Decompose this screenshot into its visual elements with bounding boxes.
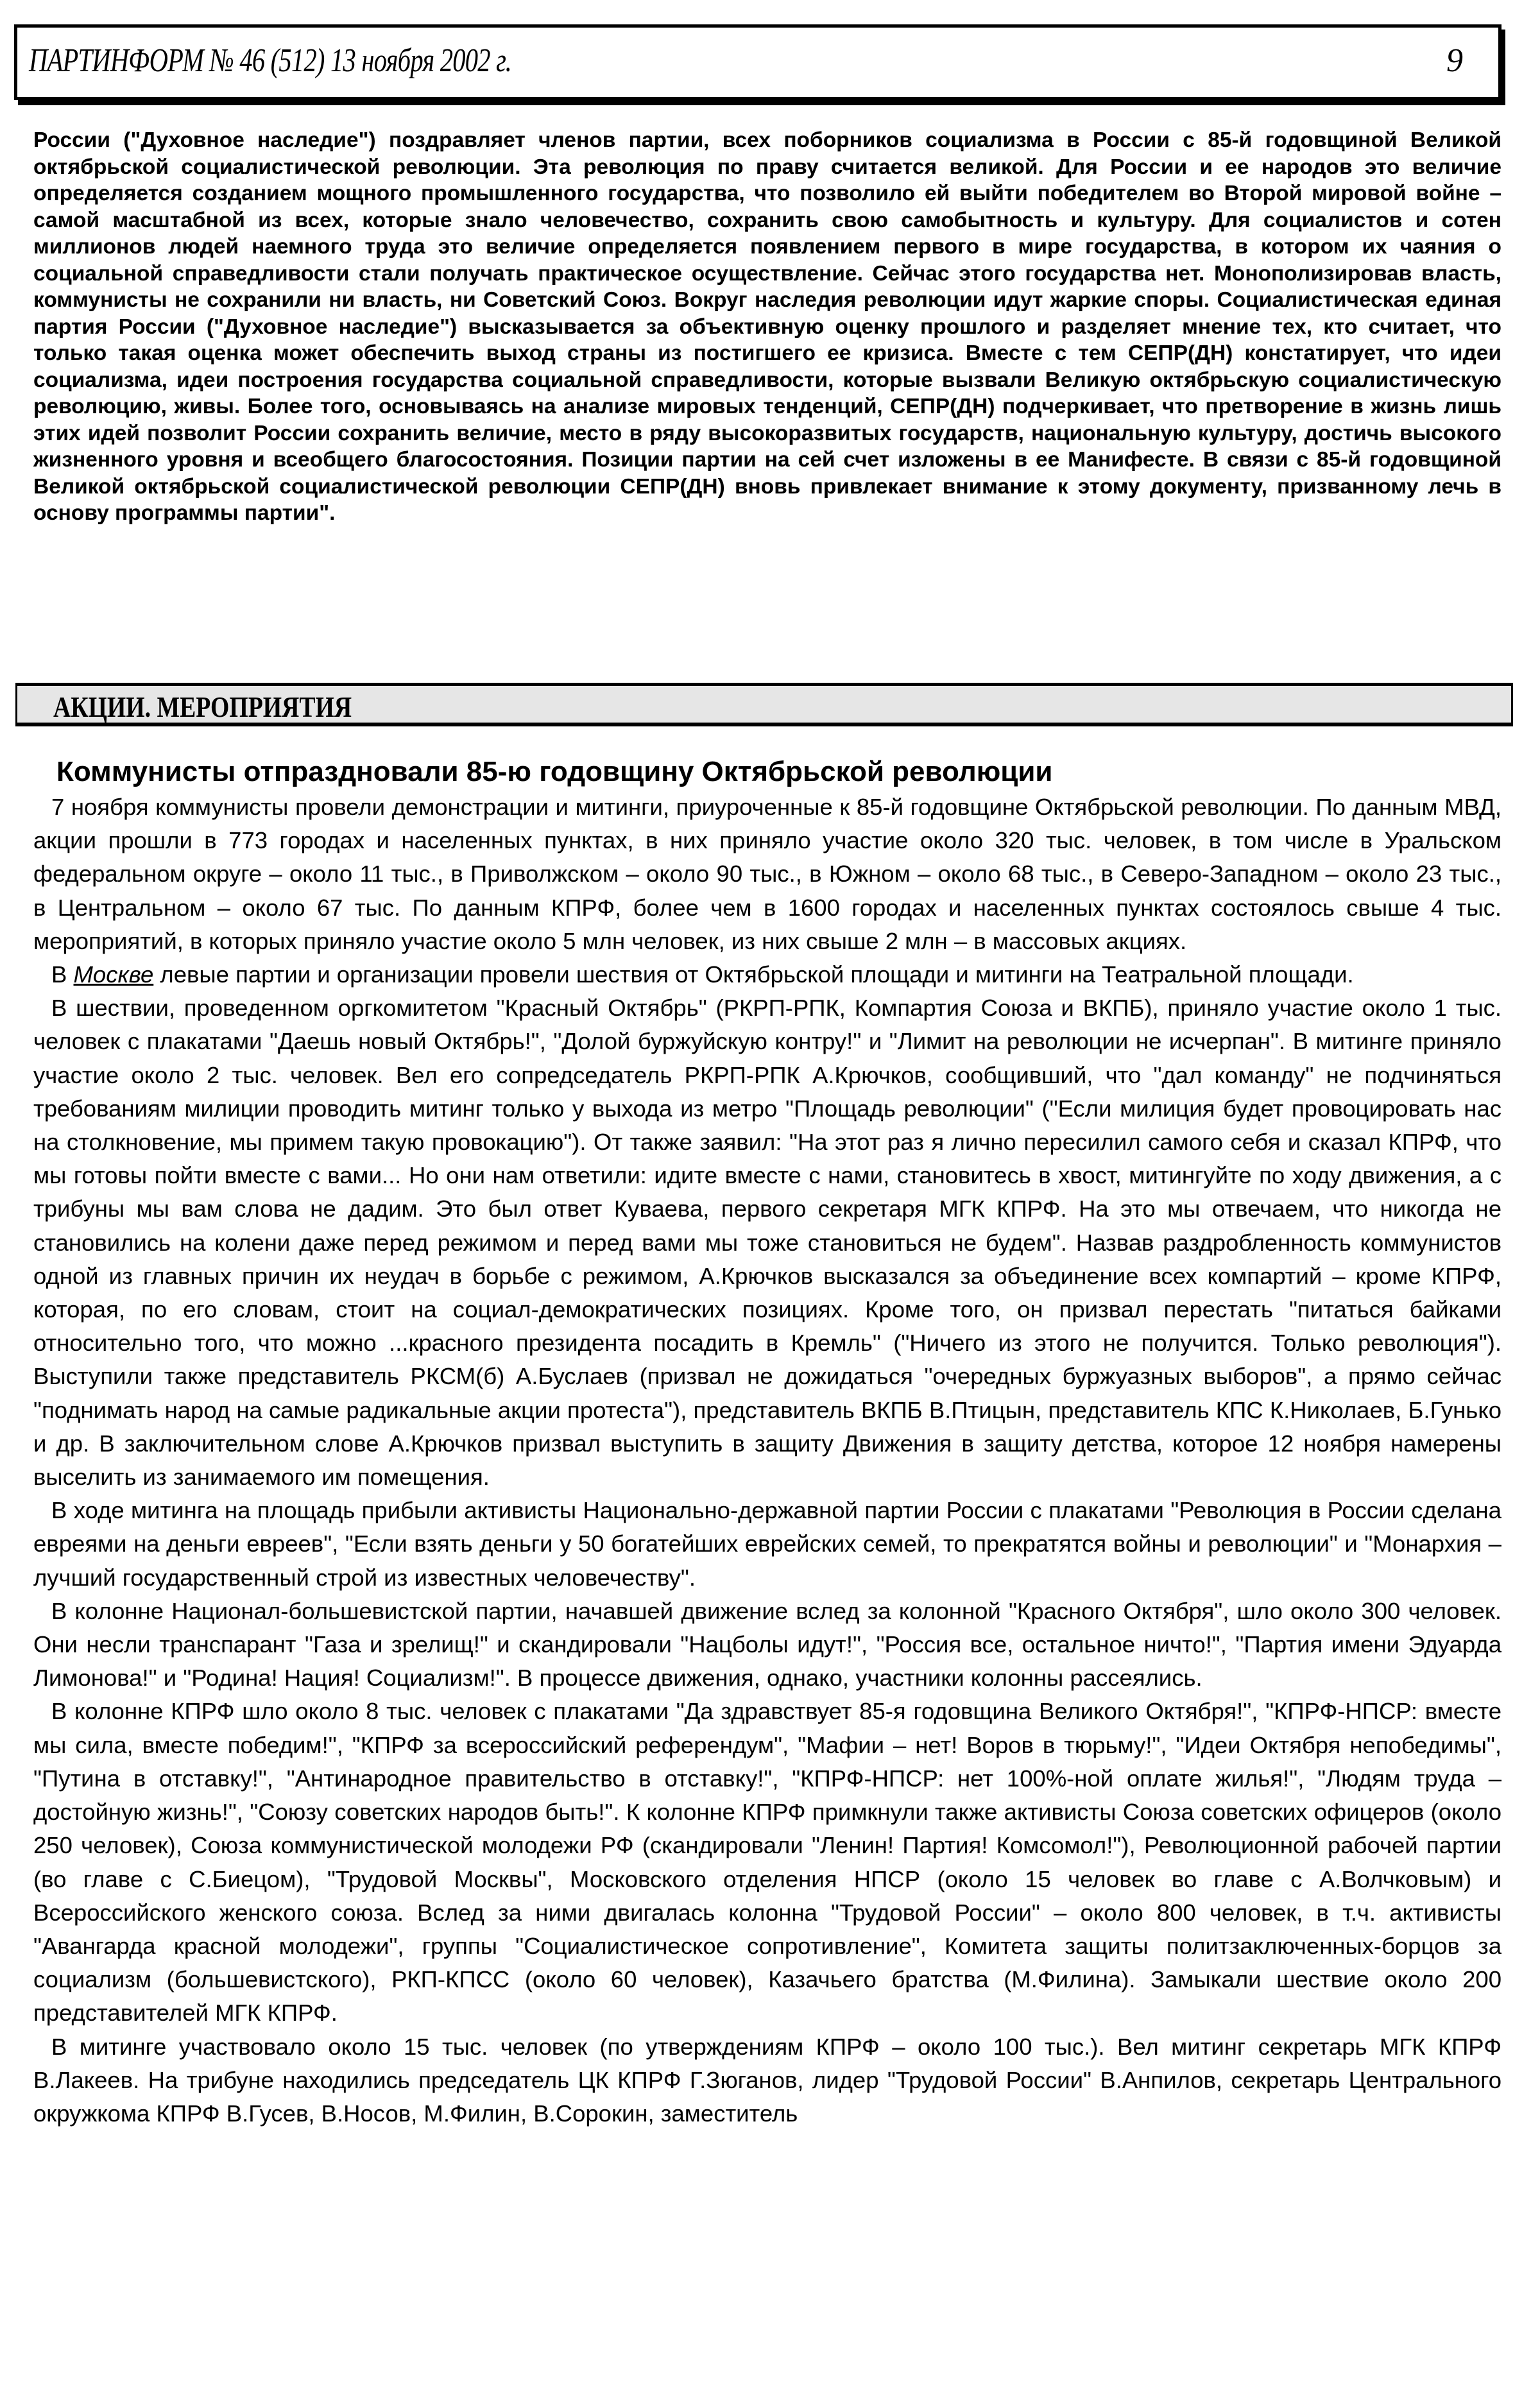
article-paragraph: В митинге участвовало около 15 тыс. человек (по утверждениям КПРФ – около 100 тыс.). Вел митинг секретарь МГК КПРФ В.Лакеев. На трибуне находились председатель ЦК КПРФ Г.Зюганов, лидер "Трудовой России" В.Анпилов, секретарь Центрального окружкома КПРФ В.Гусев, В.Носов, М.Филин, В.Сорокин, заместитель (33, 2033, 1502, 2127)
page-header (14, 24, 1502, 100)
article-paragraph: В шествии, проведенном оргкомитетом "Красный Октябрь" (РКРП-РПК, Компартия Союза и ВКПБ), приняло участие около 1 тыс. человек с плакатами "Даешь новый Октябрь!", "Долой буржуйскую контру!" и "Лимит на революции не исчерпан". В митинге приняло участие около 2 тыс. человек. Вел его сопредседатель РКРП-РПК А.Крючков, сообщивший, что "дал команду" не подчиняться требованиям милиции проводить митинг только у выхода из метро "Площадь революции" ("Если милиция будет провоцировать нас на столкновение, мы примем такую провокацию"). От также заявил: "На этот раз я лично пересилил самого себя и сказал КПРФ, что мы готовы пойти вместе с вами... Но они нам ответили: идите вместе с нами, становитесь в хвост, митингуйте по ходу движения, а с трибуны мы вам слова не дадим. Это был ответ Куваева, первого секретаря МГК КПРФ. На это мы отвечаем, что никогда не становились на колени даже перед режимом и перед вами мы тоже становиться не будем". Назвав раздробленность коммунистов одной из главных причин их неудач в борьбе с режимом, А.Крючков высказался за объединение всех компартий – кроме КПРФ, которая, по его словам, стоит на социал-демократических позициях. Кроме того, он призвал перестать "питаться байками относительно того, что можно ...красного президента посадить в Кремль" ("Ничего из этого не получится. Только революция"). Выступили также представитель РКСМ(б) А.Буслаев (призвал не дожидаться "очередных буржуазных выборов", а прямо сейчас "поднимать народ на самые радикальные акции протеста"), представитель ВКПБ В.Птицын, представитель КПС К.Николаев, Б.Гунько и др. В заключительном слове А.Крючков призвал выступить в защиту Движения в защиту детства, которое 12 ноября намерены выселить из занимаемого им помещения. (33, 995, 1502, 1491)
article-body (33, 791, 1502, 2130)
article-paragraph: В колонне Национал-большевистской партии, начавшей движение вслед за колонной "Красного Октября", шло около 300 человек. Они несли транспарант "Газа и зрелищ!" и скандировали "Нацболы идут!", "Россия все, остальное ничто!", "Партия имени Эдуарда Лимонова!" и "Родина! Нация! Социализм!". В процессе движения, однако, участники колонны рассеялись. (33, 1597, 1502, 1692)
moscow-link[interactable]: Москве (73, 961, 154, 988)
section-header-bar (15, 683, 1513, 726)
lead-paragraph-block (33, 127, 1502, 527)
article-title: Коммунисты отпраздновали 85-ю годовщину Октябрьской революции (56, 756, 1053, 787)
article-paragraph-moscow (33, 958, 1502, 991)
lead-paragraph: России ("Духовное наследие") поздравляет членов партии, всех поборников социализма в России с 85-й годовщиной Великой октябрьской социалистической революции. Эта революция по праву считается великой. Для России и ее народов это величие определяется созданием мощного промышленного государства, что позволило ей выйти победителем во Второй мировой войне – самой масштабной из всех, которые знало человечество, сохранить свою самобытность и культуру. Для социалистов и сотен миллионов людей наемного труда это величие определяется появлением первого в мире государства, в котором их чаяния о социальной справедливости стали получать практическое осуществление. Сейчас этого государства нет. Монополизировав власть, коммунисты не сохранили ни власть, ни Советский Союз. Вокруг наследия революции идут жаркие споры. Социалистическая единая партия России ("Духовное наследие") высказывается за объективную оценку прошлого и разделяет мнение тех, кто считает, что только такая оценка может обеспечить выход страны из постигшего ее кризиса. Вместе с тем СЕПР(ДН) констатирует, что идеи социализма, идеи построения государства социальной справедливости, которые вызвали Великую октябрьскую социалистическую революцию, живы. Более того, основываясь на анализе мировых тенденций, СЕПР(ДН) подчеркивает, что претворение в жизнь лишь этих идей позволит России сохранить величие, место в ряду высокоразвитых государств, национальную культуру, достичь высокого жизненного уровня и всеобщего благосостояния. Позиции партии на сей счет изложены в ее Манифесте. В связи с 85-й годовщиной Великой октябрьской социалистической революции СЕПР(ДН) вновь привлекает внимание к этому документу, призванному лечь в основу программы партии". (33, 128, 1502, 525)
section-title: АКЦИИ. МЕРОПРИЯТИЯ (53, 690, 352, 723)
article-paragraph: В ходе митинга на площадь прибыли активисты Национально-державной партии России с плакатами "Революция в России сделана евреями на деньги евреев", "Если взять деньги у 50 богатейших еврейских семей, то прекратятся войны и революции" и "Монархия – лучший государственный строй из известных человечеству". (33, 1497, 1502, 1591)
article-paragraph: 7 ноября коммунисты провели демонстрации и митинги, приуроченные к 85-й годовщине Октябрьской революции. По данным МВД, акции прошли в 773 городах и населенных пунктах, в них приняло участие около 320 тыс. человек, в том числе в Уральском федеральном округе – около 11 тыс., в Приволжском – около 90 тыс., в Южном – около 68 тыс., в Северо-Западном – около 23 тыс., в Центральном – около 67 тыс. По данным КПРФ, более чем в 1600 городах и населенных пунктах состоялось свыше 4 тыс. мероприятий, в которых приняло участие около 5 млн человек, из них свыше 2 млн – в массовых акциях. (33, 794, 1502, 954)
page-number: 9 (1446, 42, 1463, 79)
article-paragraph: В колонне КПРФ шло около 8 тыс. человек с плакатами "Да здравствует 85-я годовщина Великого Октября!", "КПРФ-НПСР: вместе мы сила, вместе победим!", "КПРФ за всероссийский референдум", "Мафии – нет! Воров в тюрьму!", "Идеи Октября непобедимы", "Путина в отставку!", "Антинародное правительство в отставку!", "КПРФ-НПСР: нет 100%-ной оплате жилья!", "Людям труда – достойную жизнь!", "Союзу советских народов быть!". К колонне КПРФ примкнули также активисты Союза советских офицеров (около 250 человек), Союза коммунистической молодежи РФ (скандировали "Ленин! Партия! Комсомол!"), Революционной рабочей партии (во главе с С.Биецом), "Трудовой Москвы", Московского отделения НПСР (около 15 человек во главе с А.Волчковым) и Всероссийского женского союза. Вслед за ними двигалась колонна "Трудовой России" – около 800 человек, в т.ч. активисты "Авангарда красной молодежи", группы "Социалистическое сопротивление", Комитета защиты политзаключенных-борцов за социализм (большевистского), РКП-КПСС (около 60 человек), Казачьего братства (М.Филина). Замыкали шествие около 200 представителей МГК КПРФ. (33, 1698, 1502, 2026)
moscow-prefix: В (51, 961, 67, 988)
moscow-paragraph-text: левые партии и организации провели шествия от Октябрьской площади и митинги на Театральной площади. (160, 961, 1354, 988)
publication-title: ПАРТИНФОРМ № 46 (512) 13 ноября 2002 г. (29, 42, 511, 79)
